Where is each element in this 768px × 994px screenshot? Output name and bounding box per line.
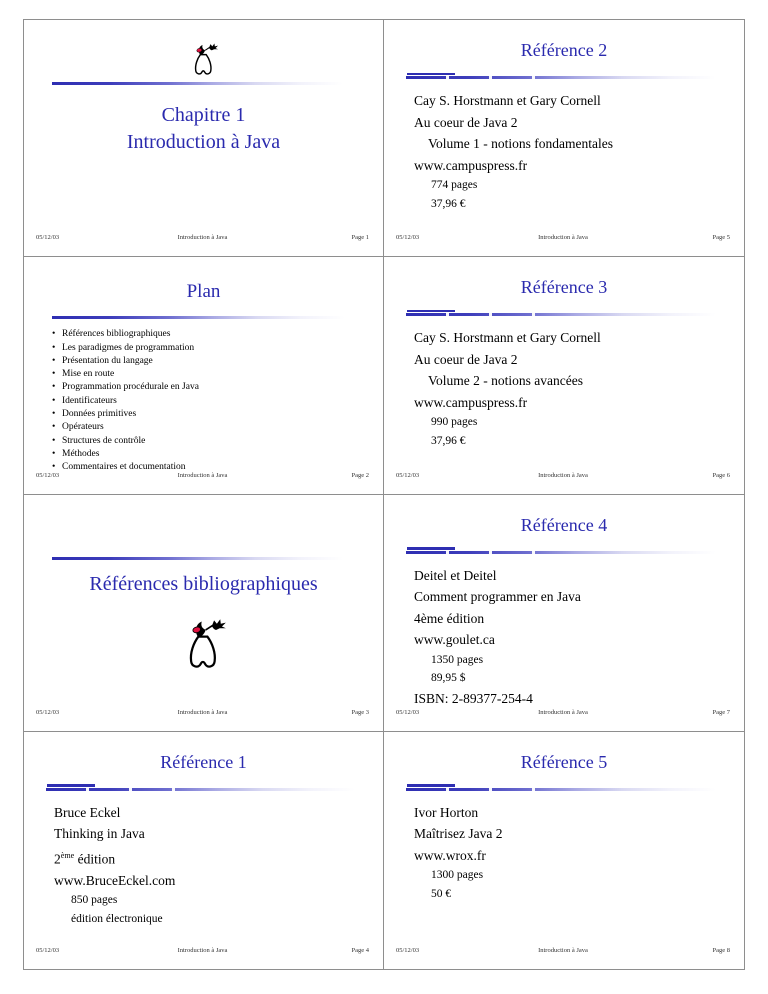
slide-plan	[24, 257, 384, 494]
footer-date: 05/12/03	[36, 234, 60, 242]
plan-item-label: Commentaires et documentation	[62, 462, 186, 473]
footer-title: Introduction à Java	[538, 708, 588, 716]
reference-line: 990 pages	[431, 416, 478, 429]
plan-item-label: Les paradigmes de programmation	[62, 342, 195, 353]
plan-item-label: Présentation du langage	[62, 355, 153, 366]
plan-bullet-item	[24, 328, 377, 341]
footer-date: 05/12/03	[396, 234, 420, 242]
footer-title: Introduction à Java	[538, 947, 588, 954]
footer-page-number: Page 1	[351, 234, 369, 242]
footer-page-number: Page 4	[351, 947, 369, 954]
footer-page-number: Page 6	[712, 471, 730, 479]
reference-body	[384, 565, 738, 710]
footer-title: Introduction à Java	[538, 471, 588, 479]
plan-item-label: Références bibliographiques	[62, 329, 171, 340]
bullet-icon: •	[52, 448, 56, 459]
divider-line	[406, 551, 716, 554]
plan-item-label: Structures de contrôle	[62, 435, 146, 446]
plan-item-label: Identificateurs	[62, 395, 117, 406]
footer-page-number: Page 7	[712, 708, 730, 716]
footer-title: Introduction à Java	[177, 234, 228, 242]
plan-item-label: Opérateurs	[62, 422, 104, 433]
footer-date: 05/12/03	[36, 471, 60, 479]
plan-bullet-item	[24, 408, 377, 421]
plan-item-label: Programmation procédurale en Java	[62, 382, 199, 393]
plan-bullet-item	[24, 342, 377, 355]
footer-date: 05/12/03	[36, 947, 60, 954]
reference-body	[384, 327, 738, 450]
reference-line: Cay S. Horstmann et Gary Cornell	[414, 330, 601, 346]
footer-page-number: Page 5	[712, 234, 730, 242]
reference-body	[384, 802, 738, 904]
reference-line: 774 pages	[431, 179, 478, 191]
slide-chapitre-1	[24, 20, 384, 257]
bullet-icon: •	[52, 355, 56, 366]
slide-title: Référence 5	[520, 751, 608, 772]
reference-line: 37,96 €	[431, 197, 466, 210]
reference-line: Volume 1 - notions fondamentales	[428, 136, 613, 151]
bullet-icon: •	[52, 395, 56, 406]
reference-line: www.wrox.fr	[414, 847, 486, 863]
plan-bullet-item	[24, 421, 377, 434]
edition-word: édition	[74, 851, 116, 867]
bullet-icon: •	[52, 382, 56, 393]
footer-title: Introduction à Java	[177, 947, 228, 954]
slide-footer	[36, 709, 369, 718]
reference-line: 1300 pages	[431, 869, 484, 882]
reference-line: ISBN: 2-89377-254-4	[414, 690, 533, 706]
bullet-icon: •	[52, 369, 56, 380]
title-line-1: Chapitre 1	[161, 104, 246, 126]
slide-title: Référence 1	[160, 751, 247, 772]
footer-page-number: Page 8	[712, 947, 730, 954]
plan-bullet-list	[24, 328, 377, 474]
footer-title: Introduction à Java	[177, 708, 228, 716]
reference-line: 1350 pages	[431, 653, 484, 666]
slide-reference-2	[384, 20, 744, 257]
slide-footer	[396, 709, 730, 718]
reference-line: 850 pages	[71, 894, 118, 907]
footer-date: 05/12/03	[396, 708, 420, 716]
slide-footer	[396, 472, 730, 481]
reference-line: www.campuspress.fr	[414, 394, 528, 410]
reference-line: www.BruceEckel.com	[54, 872, 176, 888]
reference-line	[24, 845, 377, 870]
divider-line	[406, 76, 716, 79]
reference-line: Au coeur de Java 2	[414, 351, 518, 367]
plan-item-label: Méthodes	[62, 448, 100, 459]
slide-footer	[396, 947, 730, 956]
footer-date: 05/12/03	[36, 708, 60, 716]
footer-date: 05/12/03	[396, 471, 420, 479]
footer-title: Introduction à Java	[538, 234, 588, 242]
footer-page-number: Page 3	[351, 708, 369, 716]
edition-number: 2	[54, 851, 61, 867]
reference-line: Ivor Horton	[414, 804, 479, 820]
plan-item-label: Mise en route	[62, 369, 115, 380]
footer-page-number: Page 2	[351, 471, 369, 479]
slide-reference-1	[24, 732, 384, 969]
divider-line	[406, 788, 716, 791]
slide-footer	[36, 472, 369, 481]
plan-bullet-item	[24, 448, 377, 461]
reference-line: 89,95 $	[431, 672, 466, 684]
slide-reference-3	[384, 257, 744, 494]
plan-item-label: Données primitives	[62, 409, 137, 420]
reference-line: édition électronique	[71, 912, 163, 925]
bullet-icon: •	[52, 329, 56, 340]
slide-reference-4	[384, 495, 744, 732]
slide-reference-5	[384, 732, 744, 969]
slide-title: Référence 4	[520, 514, 608, 535]
bullet-icon: •	[52, 342, 56, 353]
footer-title: Introduction à Java	[177, 471, 228, 479]
reference-line: Maîtrisez Java 2	[414, 826, 503, 842]
plan-bullet-item	[24, 381, 377, 394]
slide-references-bibliographiques	[24, 495, 384, 732]
slide-footer	[36, 947, 369, 956]
divider-line	[46, 788, 355, 791]
reference-line: 4ème édition	[414, 610, 485, 626]
slide-title: Plan	[186, 281, 221, 303]
slide-title: Référence 2	[520, 40, 608, 60]
slide-title: Référence 3	[520, 277, 608, 298]
slide-footer	[396, 234, 730, 243]
reference-line: Au coeur de Java 2	[414, 114, 518, 130]
plan-bullet-item	[24, 368, 377, 381]
slide-title: Références bibliographiques	[89, 572, 318, 595]
divider-line	[52, 82, 343, 85]
plan-bullet-item	[24, 355, 377, 368]
divider-line	[52, 557, 343, 560]
edition-superscript: ème	[60, 850, 75, 860]
reference-line: 37,96 €	[431, 434, 466, 447]
reference-line: Cay S. Horstmann et Gary Cornell	[414, 93, 601, 108]
duke-java-mascot-icon	[173, 617, 235, 673]
reference-line: Comment programmer en Java	[414, 589, 581, 604]
reference-line: Volume 2 - notions avancées	[428, 373, 583, 389]
title-line-2: Introduction à Java	[126, 130, 281, 153]
bullet-icon: •	[52, 435, 56, 446]
divider-line	[52, 316, 345, 319]
slide-title	[24, 102, 383, 155]
reference-body	[384, 90, 738, 213]
reference-body	[24, 802, 377, 929]
duke-java-mascot-icon	[184, 42, 224, 78]
reference-line: Deitel et Deitel	[414, 567, 497, 583]
slide-handout-grid	[23, 19, 745, 970]
reference-line: Thinking in Java	[54, 826, 145, 842]
footer-date: 05/12/03	[396, 947, 420, 954]
bullet-icon: •	[52, 409, 56, 420]
bullet-icon: •	[52, 462, 56, 473]
slide-footer	[36, 234, 369, 243]
plan-bullet-item	[24, 395, 377, 408]
reference-line: 50 €	[431, 887, 452, 900]
plan-bullet-item	[24, 435, 377, 448]
divider-line	[406, 313, 716, 316]
reference-line: www.campuspress.fr	[414, 157, 528, 173]
bullet-icon: •	[52, 422, 56, 433]
reference-line: www.goulet.ca	[414, 632, 495, 647]
reference-line: Bruce Eckel	[54, 804, 121, 820]
